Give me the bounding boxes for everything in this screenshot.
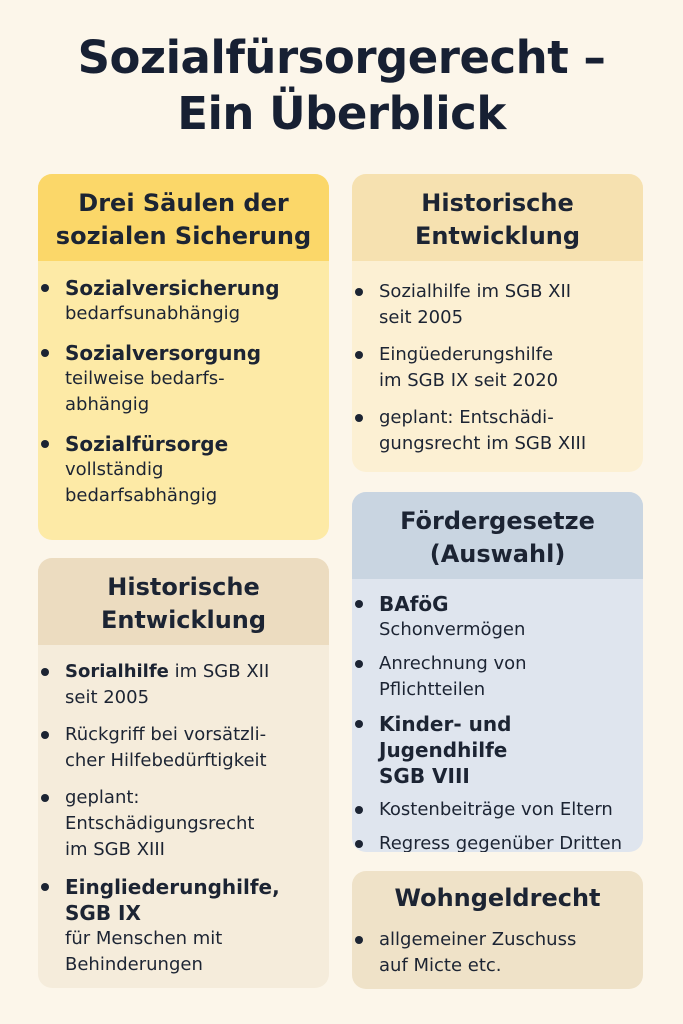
list-item [352,831,643,852]
title-line-2: Ein Überblick [177,87,506,140]
item-text: Entschädigungsrecht [65,813,255,834]
card-heading [38,174,329,261]
item-text: geplant: [65,787,140,808]
card-heading [352,174,643,261]
item-text: bedarfsabhängig [65,485,218,506]
item-title: BAföG [379,592,449,616]
item-title: Sozialversicherung [65,276,280,300]
item-text: teilweise bedarfs- [65,368,225,389]
title-line-1: Sozialfürsorgerecht – [77,31,606,84]
card-history-top [352,174,643,472]
item-text: allgemeiner Zuschuss [379,929,577,950]
card-heading [352,492,643,579]
item-text: seit 2005 [65,687,150,708]
item-text: Behinderungen [65,954,203,975]
card-housing-benefit [352,871,643,989]
item-text: gungsrecht im SGB XIII [379,433,587,454]
item-text: im SGB XII [168,661,270,682]
bullet-list [38,645,329,978]
item-title: Kinder- und Jugendhilfe [379,712,512,762]
list-item [352,797,643,823]
bullet-list [352,261,643,457]
item-text: Sozialhilfe im SGB XII [379,281,572,302]
list-item [352,651,643,703]
heading-line-2: Entwicklung [414,222,581,250]
list-item [352,405,643,457]
item-text: Eingüederungshilfe [379,344,554,365]
list-item [38,659,329,711]
list-item [38,785,329,863]
list-item [38,722,329,774]
item-text: Rückgriff bei vorsätzli- [65,724,267,745]
item-text: cher Hilfebedürftigkeit [65,750,267,771]
heading-line-1: Fördergesetze [400,507,595,535]
card-heading [38,558,329,645]
heading-line-2: (Auswahl) [429,540,566,568]
list-item [38,340,329,418]
card-funding-laws [352,492,643,852]
heading-line-2: Entwicklung [100,606,267,634]
item-title: Sozialversorgung [65,341,262,365]
item-title: Eingliederunghilfe, [65,875,280,899]
heading-line-1: Historische [107,573,260,601]
list-item [352,711,643,789]
bullet-list [352,579,643,852]
list-item [38,275,329,327]
bullet-list [38,261,329,509]
item-text: abhängig [65,394,150,415]
list-item [352,927,643,979]
item-text: Kostenbeiträge von Eltern [379,799,613,820]
item-text: Pflichtteilen [379,679,486,700]
item-text: bedarfsunabhängig [65,303,241,324]
list-item [352,279,643,331]
item-title: Sozialfürsorge [65,432,229,456]
item-title: SGB VIII [379,764,470,788]
item-text: auf Micte etc. [379,955,502,976]
list-item [38,431,329,509]
item-text: Regress gegenüber Dritten [379,833,623,852]
item-text: Anrechnung von [379,653,527,674]
page-title [0,30,683,142]
heading-line-1: Historische [421,189,574,217]
item-title: Sorialhilfe [65,661,169,682]
item-text: seit 2005 [379,307,464,328]
item-text: geplant: Entschädi- [379,407,554,428]
card-history-bottom [38,558,329,988]
item-title: SGB IX [65,901,141,925]
bullet-list [352,921,643,979]
heading-line-1: Drei Säulen der [78,189,289,217]
card-three-pillars [38,174,329,540]
item-text: vollständig [65,459,164,480]
list-item [352,342,643,394]
list-item [38,874,329,978]
heading-line-2: sozialen Sicherung [55,222,312,250]
list-item [352,591,643,643]
item-text: für Menschen mit [65,928,223,949]
card-heading: Wohngeldrecht [394,884,601,912]
item-text: Schonvermögen [379,619,526,640]
item-text: im SGB XIII [65,839,165,860]
item-text: im SGB IX seit 2020 [379,370,559,391]
